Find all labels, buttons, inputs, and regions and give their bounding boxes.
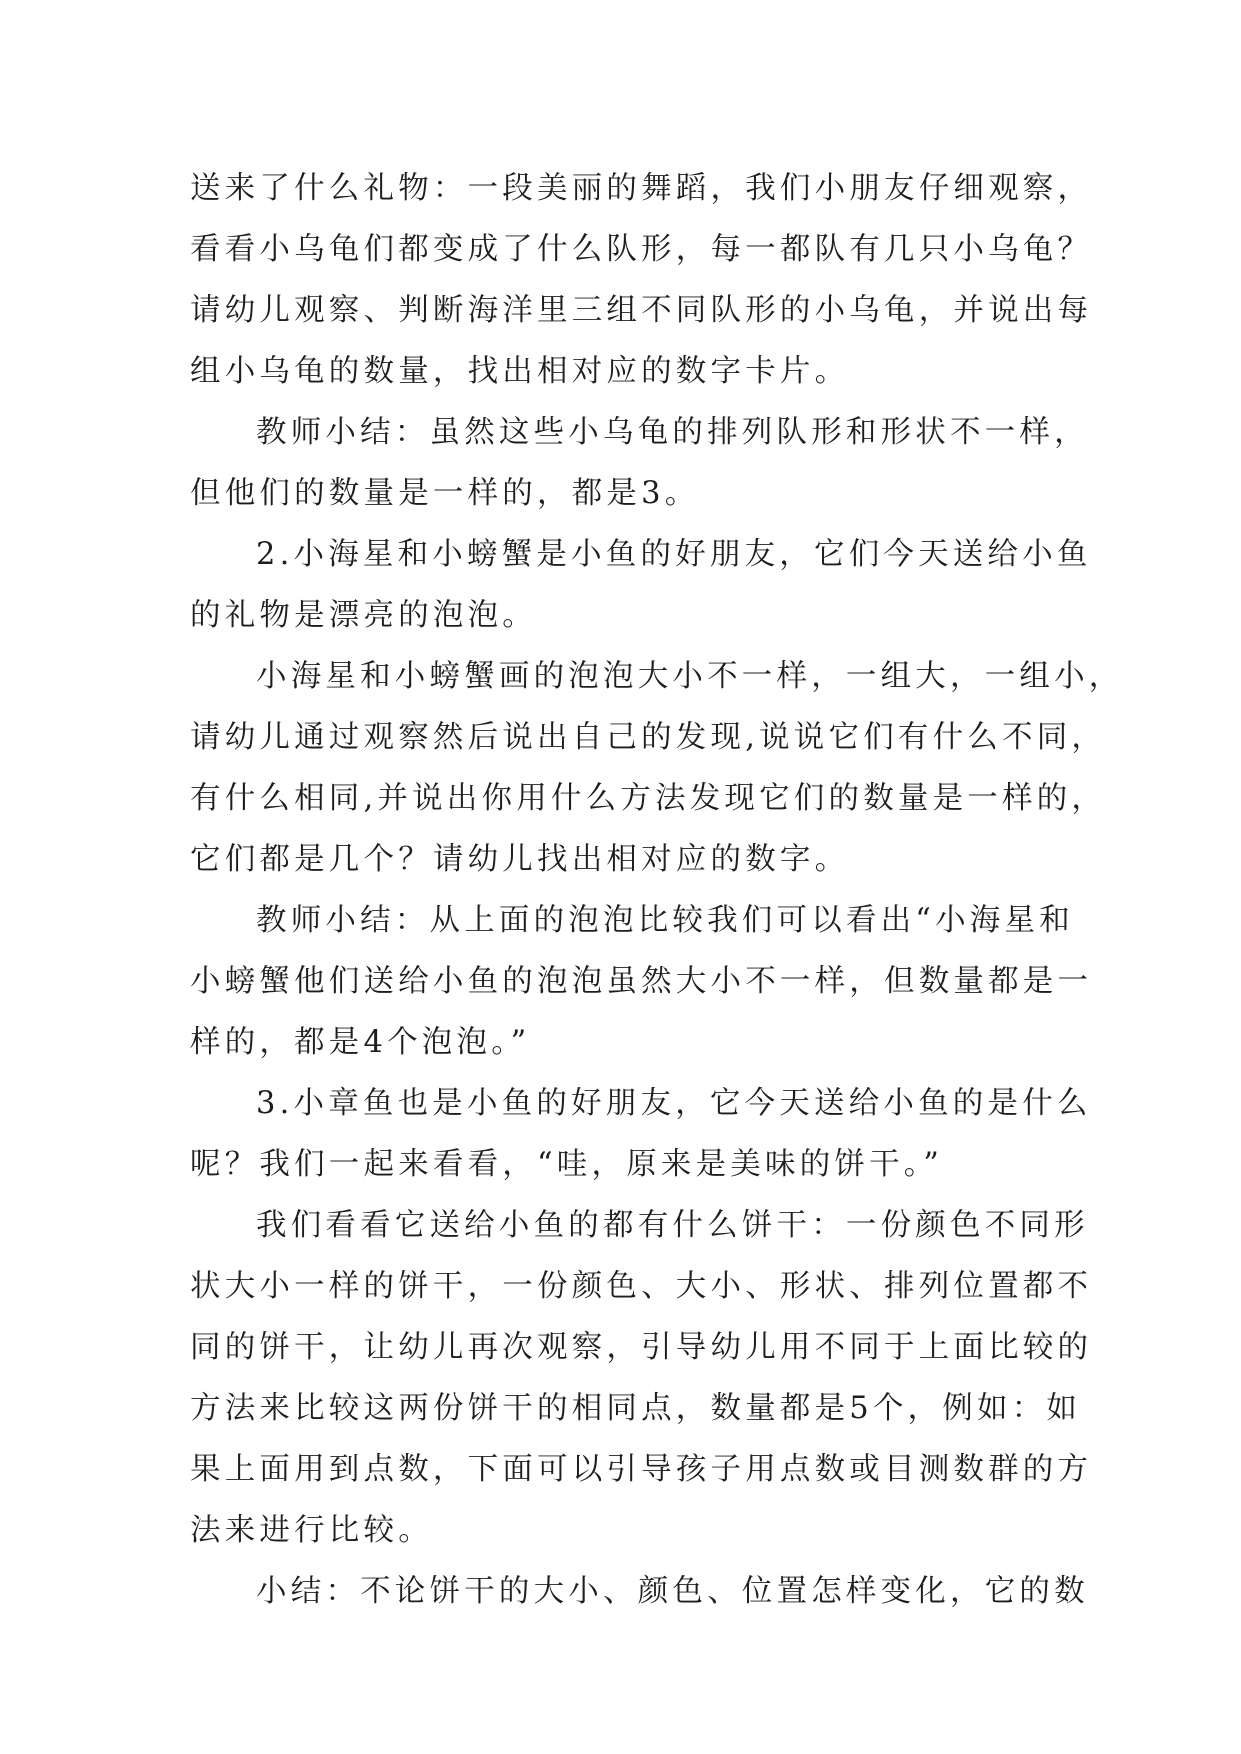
text-line: 小海星和小螃蟹画的泡泡大小不一样，一组大，一组小， [256,659,1124,694]
text-line: 教师小结：虽然这些小乌龟的排列队形和形状不一样， [256,415,1089,450]
text-line: 送来了什么礼物：一段美丽的舞蹈，我们小朋友仔细观察， [190,171,1093,206]
text-line: 样的，都是4个泡泡。” [190,1025,531,1060]
text-line: 方法来比较这两份饼干的相同点，数量都是5个，例如：如 [190,1391,1082,1426]
text-line: 法来进行比较。 [190,1513,433,1548]
text-line: 组小乌龟的数量，找出相对应的数字卡片。 [190,354,850,389]
text-line: 小螃蟹他们送给小鱼的泡泡虽然大小不一样，但数量都是一 [190,964,1093,999]
text-line: 3.小章鱼也是小鱼的好朋友，它今天送给小鱼的是什么 [256,1086,1092,1121]
document-body [190,158,1124,1622]
text-line: 小结：不论饼干的大小、颜色、位置怎样变化，它的数 [256,1574,1089,1609]
text-line: 2.小海星和小螃蟹是小鱼的好朋友，它们今天送给小鱼 [256,537,1092,572]
text-line: 我们看看它送给小鱼的都有什么饼干：一份颜色不同形 [256,1208,1089,1243]
text-line: 但他们的数量是一样的，都是3。 [190,476,700,511]
text-line: 请幼儿通过观察然后说出自己的发现,说说它们有什么不同， [190,720,1107,755]
text-line: 教师小结：从上面的泡泡比较我们可以看出“小海星和 [256,903,1074,938]
text-line: 状大小一样的饼干，一份颜色、大小、形状、排列位置都不 [190,1269,1093,1304]
text-line: 的礼物是漂亮的泡泡。 [190,598,537,633]
text-line: 有什么相同,并说出你用什么方法发现它们的数量是一样的， [190,781,1107,816]
text-line: 果上面用到点数，下面可以引导孩子用点数或目测数群的方 [190,1452,1093,1487]
text-line: 同的饼干，让幼儿再次观察，引导幼儿用不同于上面比较的 [190,1330,1093,1365]
text-line: 它们都是几个？请幼儿找出相对应的数字。 [190,842,850,877]
text-line: 呢？我们一起来看看，“哇，原来是美味的饼干。” [190,1147,944,1182]
text-line: 看看小乌龟们都变成了什么队形，每一都队有几只小乌龟？ [190,232,1093,267]
text-line: 请幼儿观察、判断海洋里三组不同队形的小乌龟，并说出每 [190,293,1093,328]
